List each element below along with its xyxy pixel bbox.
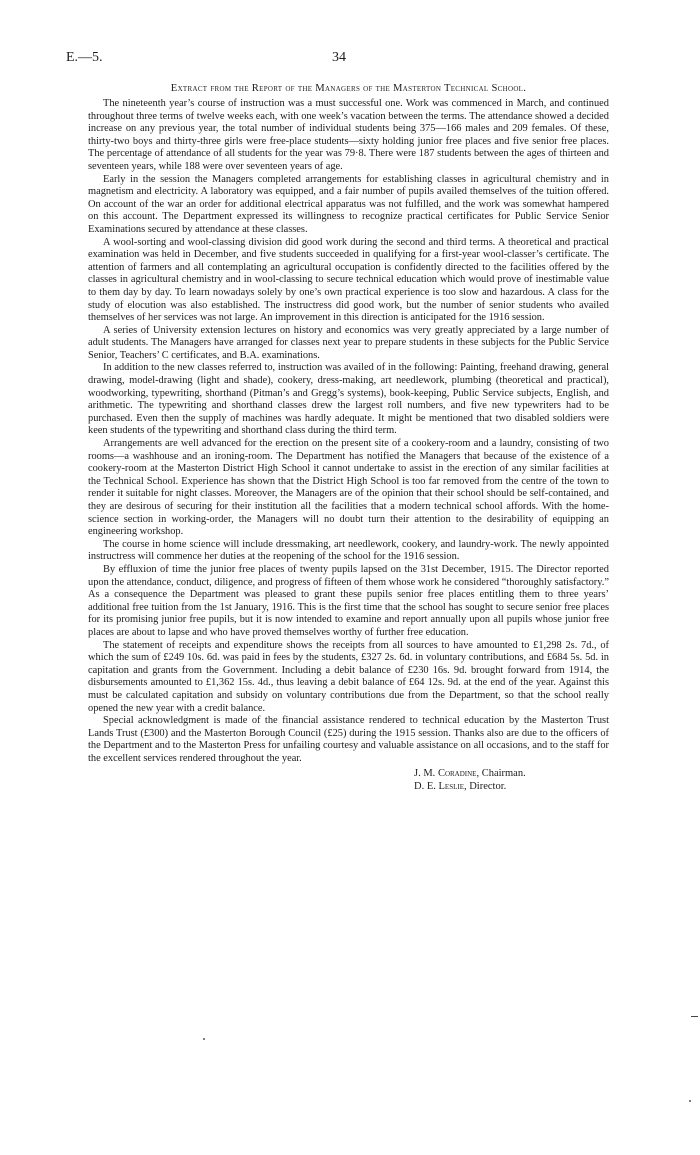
paragraph-acknowledgments: Special acknowledgment is made of the financial assistance rendered to technical education by the Masterton Trust Lands Trust (£300) and the Masterton Borough Council (£25) during the 1915 session. Thanks also are due to the officers of the Department and to the Masterton Press for unfailing courtesy and valuable assistance on all occasions, and to the staff for the excellent services rendered throughout the year. (88, 715, 609, 764)
document-reference: E.—5. (66, 50, 103, 65)
signatory-initials: D. E. (414, 781, 436, 793)
page-number: 34 (332, 50, 346, 65)
signature-block (88, 768, 609, 793)
paragraph-wool-classing: A wool-sorting and wool-classing division did good work during the second and third terms. A theoretical and practical examination was held in December, and five students succeeded in qualifying for a first-year wool-classer’s certificate. The attention of farmers and all contemplating an agricultural occupation is confidently directed to the facilities offered by the classes in agricultural chemistry and in wool-classing to secure technical education which would prove of inestimable value to them day by day. To learn nowadays solely by one’s own practical experience is too slow and hazardous. A class for the study of elocution was also established. The instructress did good work, but the number of senior students who availed themselves of her services was not large. An improvement in this direction is anticipated for the 1916 session. (88, 236, 609, 324)
signatory-role: Chairman. (481, 768, 526, 780)
signature-chairman: J. M. Coradine, Chairman. (414, 768, 526, 780)
signature-director: D. E. Leslie, Director. (414, 781, 507, 793)
paragraph-home-science: The course in home science will include dressmaking, art needlework, cookery, and laundry-work. The newly appointed instructress will commence her duties at the reopening of the school for the 1916 session. (88, 538, 609, 563)
speck-mark (203, 1038, 205, 1040)
signatory-name: Coradine (437, 768, 477, 780)
signatory-role: Director. (469, 781, 507, 793)
paragraph-extension-lectures: A series of University extension lectures on history and economics was very greatly appreciated by a large number of adult students. The Managers have arranged for classes next year to prepare students in these subjects for the Public Service Senior, Teachers’ C certificates, and B.A. examinations. (88, 324, 609, 361)
paragraph-other-classes: In addition to the new classes referred to, instruction was availed of in the following: Painting, freehand drawing, general drawing, model-drawing (light and shade), cookery, dress-making, art needlework, plumbing (theoretical and practical), woodworking, typewriting, shorthand (Pitman’s and Gregg’s systems), book-keeping, Public Service subjects, English, and arithmetic. The typewriting and shorthand classes drew the largest roll numbers, and five new typewriters had to be purchased. Even then the supply of machines was hardly adequate. It might be mentioned that two disabled soldiers were keen students of the typewriting and shorthand class during the third term. (88, 362, 609, 437)
margin-mark (691, 1016, 698, 1017)
paragraph-course-overview: The nineteenth year’s course of instruction was a must successful one. Work was commenced in March, and continued throughout three terms of twelve weeks each, with one week’s vacation between the terms. The attendance showed a decided increase on any previous year, the total number of individual students being 375—166 males and 209 females. Of these, thirty-two boys and thirty-three girls were free-place students—sixty holding junior free places and five senior free places. The percentage of attendance of all students for the year was 79·8. There were 187 students between the ages of thirteen and seventeen years, while 188 were over seventeen years of age. (88, 98, 609, 172)
signatory-initials: J. M. (414, 768, 436, 780)
paragraph-finances: The statement of receipts and expenditure shows the receipts from all sources to have amounted to £1,298 2s. 7d., of which the sum of £249 10s. 6d. was paid in fees by the students, £327 2s. 6d. in voluntary contributions, and £684 5s. 5d. in capitation and grants from the Government. Including a debit balance of £230 16s. 9d. brought forward from 1914, the disbursements amounted to £1,362 15s. 4d., thus leaving a debit balance of £64 12s. 9d. at the end of the year. Against this must be calculated capitation and subsidy on voluntary contributions due from the Department, so that the school really opened the new year with a credit balance. (88, 639, 609, 714)
page-header (0, 50, 700, 70)
paragraph-free-places: By effluxion of time the junior free places of twenty pupils lapsed on the 31st December, 1915. The Director reported upon the attendance, conduct, diligence, and progress of fifteen of them whose work he considered “thoroughly satisfactory.” As a consequence the Department was pleased to grant these pupils senior free places entitling them to three years’ additional free tuition from the 1st January, 1916. This is the first time that the school has sought to secure senior free places for its promising junior free pupils, but it is now intended to examine and report annually upon all pupils whose junior free places are about to lapse and who have proved themselves worthy of further free education. (88, 563, 609, 638)
paragraph-agricultural-chemistry: Early in the session the Managers completed arrangements for establishing classes in agricultural chemistry and in magnetism and electricity. A laboratory was equipped, and a fair number of pupils availed themselves of the tuition offered. On account of the war an order for additional electrical apparatus was not fulfilled, and the work was somewhat hampered on this account. The Department expressed its willingness to recognize practical certificates for Public Service Senior Examinations secured by attendance at these classes. (88, 173, 609, 235)
signatory-name: Leslie (438, 781, 464, 793)
report-heading: Extract from the Report of the Managers of the Masterton Technical School. (170, 83, 527, 94)
report-body (88, 82, 609, 794)
speck-mark (689, 1100, 691, 1102)
paragraph-cookery-room: Arrangements are well advanced for the erection on the present site of a cookery-room and a laundry, consisting of two rooms—a washhouse and an ironing-room. The Department has notified the Managers that because of the existence of a cookery-room at the Masterton District High School it cannot undertake to assist in the erection of any similar facilities at the Technical School. Experience has shown that the District High School is too far removed from the centre of the town to render it suitable for night classes. Moreover, the Managers are of the opinion that their school should be self-contained, and they are desirous of securing for their institution all the facilities that a modern technical school affords. With the home-science section in working-order, the Managers will no doubt turn their attention to the desirability of equipping an engineering workshop. (88, 438, 609, 538)
